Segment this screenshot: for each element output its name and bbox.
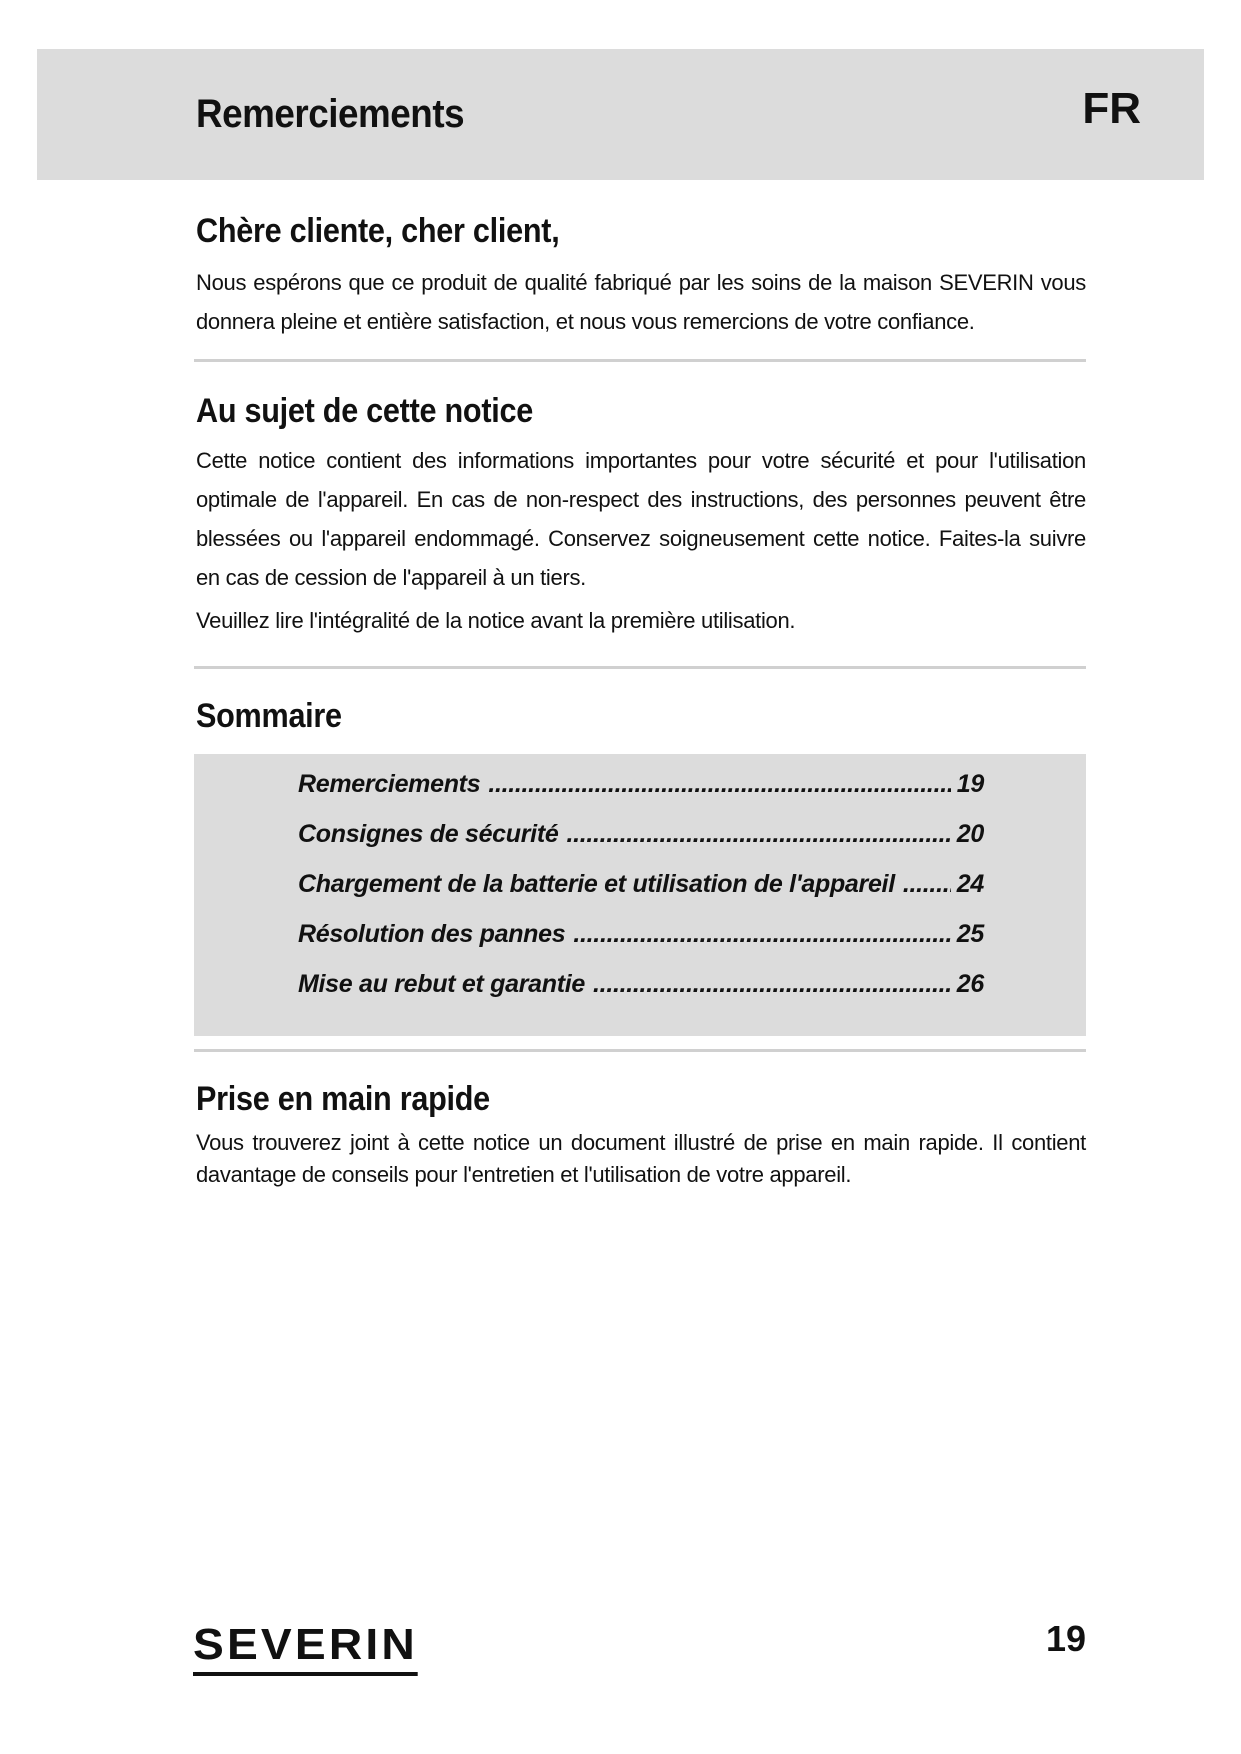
greeting-section [196,212,1086,341]
toc-entry-page: 19 [956,770,984,798]
brand-logo: SEVERIN [193,1620,418,1676]
page-number: 19 [1045,1618,1086,1659]
divider [194,666,1086,669]
toc-list [298,770,984,1020]
toc-entry-page: 20 [956,820,984,848]
toc-entry[interactable] [298,970,984,1020]
toc-section [196,697,1086,736]
about-section [196,392,1086,640]
divider [194,359,1086,362]
toc-leader-dots [573,920,950,949]
about-text-1: Cette notice contient des informations importantes pour votre sécurité et pour l'utilisation optimale de l'appareil. En cas de non-respect des instructions, des personnes peuvent être blessées ou l'appareil endommagé. Conservez soigneusement cette notice. Faites-la suivre en cas de cession de l'appareil à un tiers. [196,448,1086,590]
greeting-heading: Chère cliente, cher client, [196,212,560,250]
quickstart-text: Vous trouverez joint à cette notice un document illustré de prise en main rapide. Il contient davantage de conseils pour l'entretien et l'utilisation de votre appareil. [196,1130,1086,1187]
toc-entry-label: Remerciements [298,770,481,798]
toc-entry-page: 24 [956,870,984,898]
quickstart-heading: Prise en main rapide [196,1080,490,1118]
toc-entry-label: Consignes de sécurité [298,820,559,848]
about-text-2: Veuillez lire l'intégralité de la notice avant la première utilisation. [196,608,796,633]
divider [194,1049,1086,1052]
about-heading: Au sujet de cette notice [196,392,533,430]
toc-entry-label: Résolution des pannes [298,920,566,948]
toc-leader-dots [593,970,951,999]
toc-leader-dots [903,870,951,899]
toc-leader-dots [566,820,950,849]
toc-entry[interactable] [298,920,984,970]
toc-leader-dots [488,770,950,799]
language-code: FR [1082,84,1141,133]
toc-entry-page: 25 [956,920,984,948]
greeting-text: Nous espérons que ce produit de qualité fabriqué par les soins de la maison SEVERIN vous donnera pleine et entière satisfaction, et nous vous remercions de votre confiance. [196,270,1086,334]
toc-entry-page: 26 [956,970,984,998]
quickstart-section [196,1080,1086,1191]
toc-box [194,754,1086,1036]
toc-entry-label: Chargement de la batterie et utilisation de l'appareil [298,870,895,898]
page-title: Remerciements [196,92,465,136]
toc-heading: Sommaire [196,697,342,735]
toc-entry[interactable] [298,870,984,920]
toc-entry[interactable] [298,820,984,870]
toc-entry[interactable] [298,770,984,820]
toc-entry-label: Mise au rebut et garantie [298,970,586,998]
